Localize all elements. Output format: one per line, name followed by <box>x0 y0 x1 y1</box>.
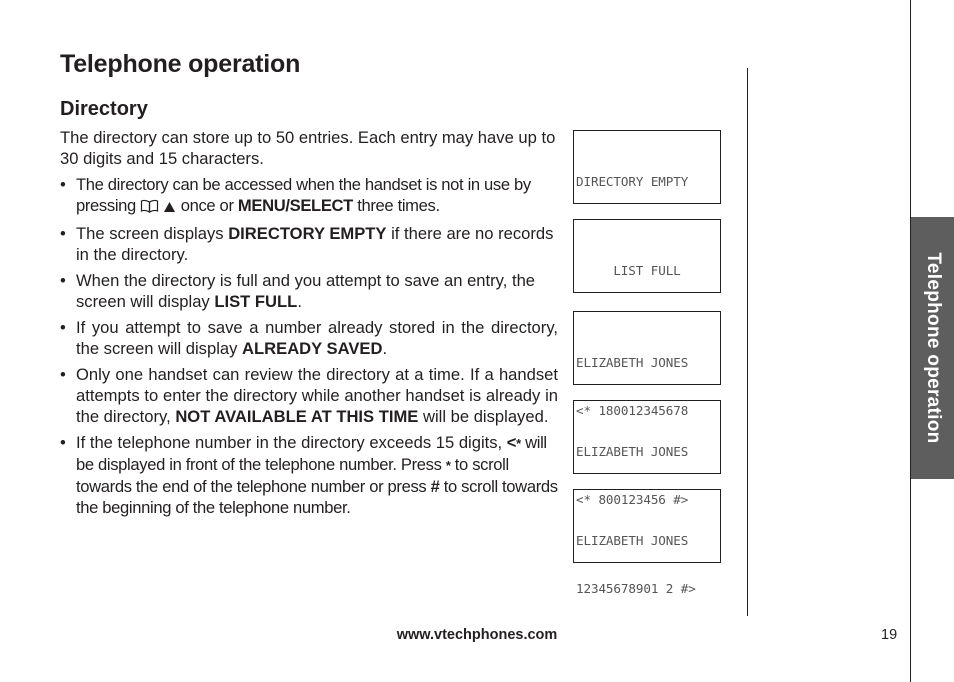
lcd-line: ELIZABETH JONES <box>576 533 689 548</box>
lcd-screen-entry-start <box>573 311 721 418</box>
bullet-text: . <box>297 292 302 311</box>
bullet-text: If the telephone number in the directory exceeds 15 digits, <box>76 433 503 452</box>
lcd-line: ELIZABETH JONES <box>576 444 689 459</box>
bullet-text: to scroll towards the beginning of the telephone number. <box>76 477 558 517</box>
lcd-screen-entry-middle <box>573 400 721 507</box>
side-tab <box>911 217 954 479</box>
star-key-icon: * <box>445 458 451 473</box>
bullet-text: will be displayed. <box>422 407 549 426</box>
page-number: 19 <box>881 627 898 643</box>
bullet-text: If you attempt to save a number already stored in the directory, the screen will display <box>76 318 558 358</box>
section-title: Directory <box>60 98 148 120</box>
bullet-full <box>60 270 558 312</box>
bullet-text: once or <box>180 196 234 215</box>
lcd-screen-directory-empty <box>573 130 721 204</box>
lcd-line: <* 180012345678 <box>576 403 689 418</box>
lcd-line: DIRECTORY EMPTY <box>576 174 689 189</box>
up-arrow-icon <box>163 197 176 218</box>
bullet-bold: LIST FULL <box>214 292 298 311</box>
lcd-line: 12345678901 2 #> <box>576 581 696 596</box>
lcd-screen-list-full <box>573 219 721 293</box>
bullet-saved <box>60 317 558 359</box>
bullet-empty <box>60 223 558 265</box>
bullet-bold: MENU/SELECT <box>237 196 353 215</box>
bullet-not-available <box>60 364 558 427</box>
bullet-text: will be displayed in front of the telephone number. Press <box>76 433 547 474</box>
bullet-bold: NOT AVAILABLE AT THIS TIME <box>175 407 419 426</box>
bullet-text: The directory can be accessed when the handset is not in use by pressing <box>76 175 531 215</box>
lcd-line: <* 800123456 #> <box>576 492 689 507</box>
bullet-bold: DIRECTORY EMPTY <box>228 224 387 243</box>
bullet-text: three times. <box>357 196 440 215</box>
bullet-text: if there are no records in the directory. <box>76 224 554 264</box>
directory-book-icon <box>140 197 159 218</box>
bullet-access <box>60 174 558 218</box>
bullet-bold: < <box>506 433 517 452</box>
page-title: Telephone operation <box>60 50 301 78</box>
bullet-dot: • <box>60 365 66 384</box>
bullet-text: The screen displays <box>76 224 224 243</box>
bullet-long-number <box>60 432 558 518</box>
bullet-dot: • <box>60 318 66 337</box>
bullet-text: . <box>382 339 388 358</box>
bullet-bold: # <box>430 477 440 496</box>
footer-url: www.vtechphones.com <box>396 627 558 643</box>
bullet-list <box>60 174 558 518</box>
bullet-dot: • <box>60 271 66 290</box>
column-divider <box>747 68 748 616</box>
bullet-bold: ALREADY SAVED <box>242 339 383 358</box>
intro-paragraph: The directory can store up to 50 entries. Each entry may have up to 30 digits and 15 characters. <box>60 128 556 168</box>
bullet-text: When the directory is full and you attempt to save an entry, the screen will display <box>76 271 536 311</box>
lcd-screen-entry-end <box>573 489 721 596</box>
lcd-line: LIST FULL <box>613 263 681 278</box>
directory-content <box>60 127 558 523</box>
star-key-icon: * <box>516 436 521 451</box>
bullet-dot: • <box>60 224 66 243</box>
bullet-text: Only one handset can review the directory at a time. If a handset attempts to enter the directory while another handset is already in the directory, <box>76 365 558 426</box>
bullet-dot: • <box>60 433 66 452</box>
side-tab-label: Telephone operation <box>922 252 944 444</box>
bullet-text: to scroll towards the end of the telephone number or press <box>76 455 509 496</box>
bullet-dot: • <box>60 175 66 194</box>
lcd-line: ELIZABETH JONES <box>576 355 689 370</box>
